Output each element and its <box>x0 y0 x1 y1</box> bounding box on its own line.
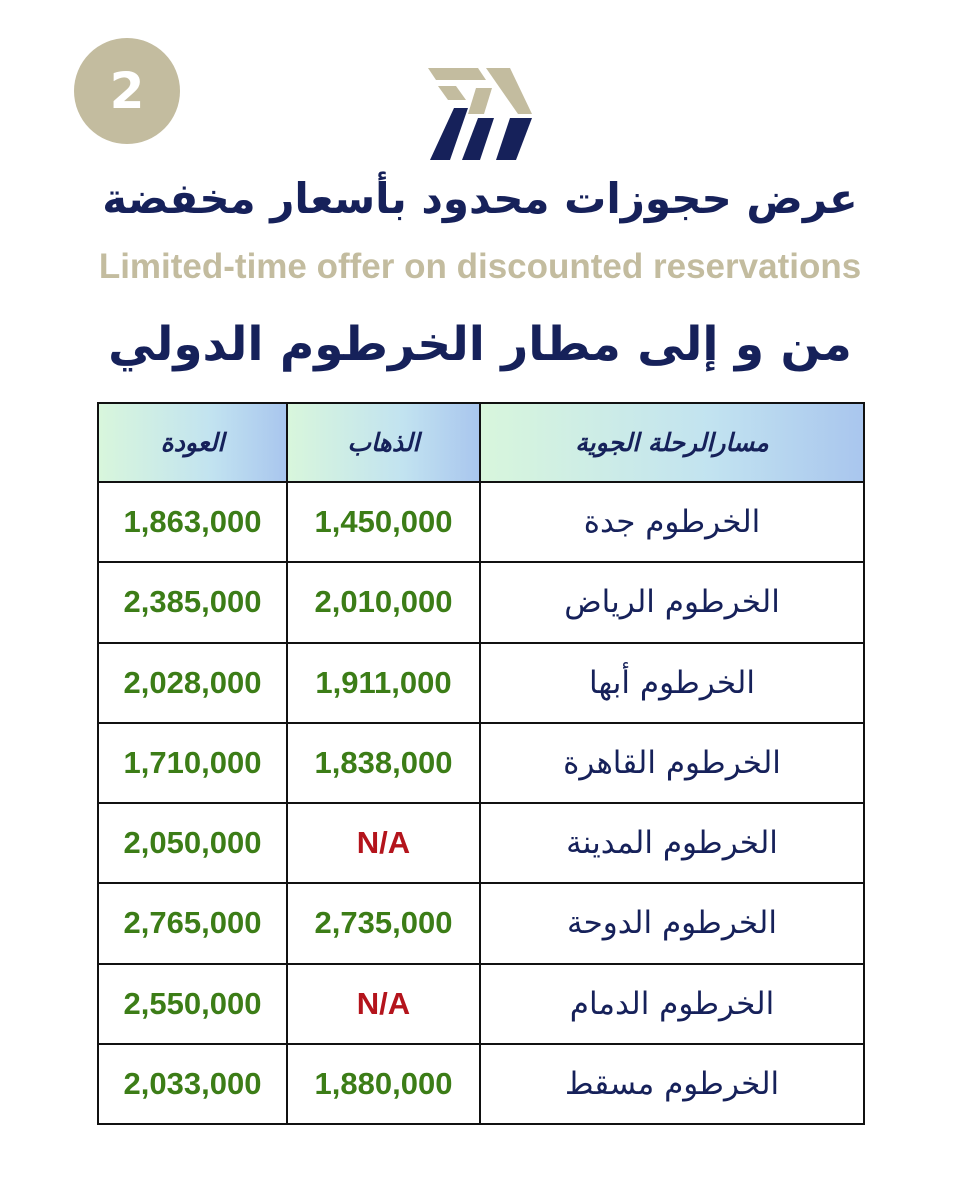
offer-title-english: Limited-time offer on discounted reservations <box>98 247 862 286</box>
table-header-row <box>98 403 864 482</box>
route-name: الخرطوم الدوحة <box>480 883 864 963</box>
return-price: 2,033,000 <box>98 1044 287 1124</box>
route-name: الخرطوم الرياض <box>480 562 864 642</box>
return-price: 2,765,000 <box>98 883 287 963</box>
offer-title-arabic: عرض حجوزات محدود بأسعار مخفضة <box>102 174 858 223</box>
table-row <box>98 562 864 642</box>
price-table <box>97 402 865 1125</box>
departure-price: 2,010,000 <box>287 562 480 642</box>
departure-price-unavailable: N/A <box>287 803 480 883</box>
departure-price: 1,450,000 <box>287 482 480 562</box>
departure-price: 1,880,000 <box>287 1044 480 1124</box>
return-price: 1,863,000 <box>98 482 287 562</box>
route-name: الخرطوم الدمام <box>480 964 864 1044</box>
return-price: 2,050,000 <box>98 803 287 883</box>
table-row <box>98 883 864 963</box>
return-price: 2,028,000 <box>98 643 287 723</box>
route-name: الخرطوم القاهرة <box>480 723 864 803</box>
airline-logo-icon <box>426 66 534 162</box>
table-row <box>98 643 864 723</box>
airport-subtitle: من و إلى مطار الخرطوم الدولي <box>108 317 852 372</box>
header-route: مسارالرحلة الجوية <box>480 403 864 482</box>
table-row <box>98 964 864 1044</box>
header-return: العودة <box>98 403 287 482</box>
return-price: 2,385,000 <box>98 562 287 642</box>
table-row <box>98 803 864 883</box>
departure-price: 1,838,000 <box>287 723 480 803</box>
header-departure: الذهاب <box>287 403 480 482</box>
table-row <box>98 723 864 803</box>
departure-price: 1,911,000 <box>287 643 480 723</box>
route-name: الخرطوم أبها <box>480 643 864 723</box>
table-row <box>98 482 864 562</box>
departure-price-unavailable: N/A <box>287 964 480 1044</box>
route-name: الخرطوم المدينة <box>480 803 864 883</box>
route-name: الخرطوم مسقط <box>480 1044 864 1124</box>
page-number-badge: 2 <box>74 38 180 144</box>
return-price: 2,550,000 <box>98 964 287 1044</box>
table-row <box>98 1044 864 1124</box>
departure-price: 2,735,000 <box>287 883 480 963</box>
return-price: 1,710,000 <box>98 723 287 803</box>
route-name: الخرطوم جدة <box>480 482 864 562</box>
